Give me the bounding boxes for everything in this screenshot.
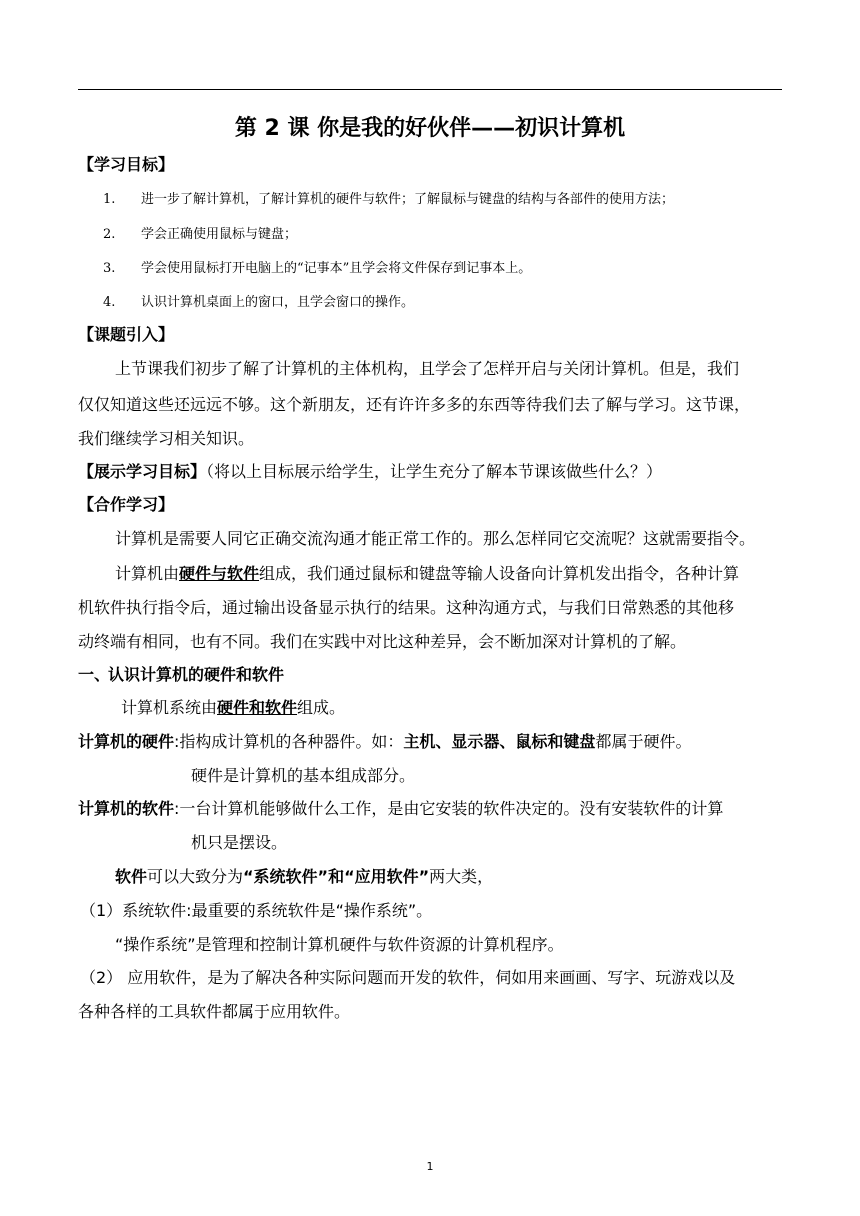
hardware-text: :指构成计算机的各种器件。如： <box>174 732 404 751</box>
system-software-line: （1）系统软件:最重要的系统软件是“操作系统”。 <box>80 901 433 920</box>
categories-text: 可以大致分为 <box>147 867 244 886</box>
objective-text: 学会使用鼠标打开电脑上的“记事本”且学会将文件保存到记事本上。 <box>141 261 532 276</box>
objective-text: 进一步了解计算机，了解计算机的硬件与软件；了解鼠标与键盘的结构与各部件的使用方法； <box>141 192 675 207</box>
os-definition-line: “操作系统”是管理和控制计算机硬件与软件资源的计算机程序。 <box>115 935 564 954</box>
section-objectives-heading: 【学习目标】 <box>78 155 175 174</box>
part-one-title: 认识计算机的硬件和软件 <box>108 665 285 684</box>
categories-emphasis: “系统软件”和“应用软件” <box>243 867 430 886</box>
objective-item <box>103 259 531 279</box>
lesson-title: 第 2 课 你是我的好伙伴——初识计算机 <box>234 116 626 141</box>
section-coop-heading: 【合作学习】 <box>78 495 175 514</box>
objective-item <box>103 225 297 245</box>
software-word: 软件 <box>115 867 148 886</box>
show-goal-label: 【展示学习目标】 <box>78 462 207 481</box>
intro-paragraph-line: 仅仅知道这些还远远不够。这个新朋友，还有许许多多的东西等待我们去了解与学习。这节课， <box>78 395 751 414</box>
header-rule <box>78 89 782 90</box>
hardware-definition-line <box>78 731 691 753</box>
software-definition-line <box>78 798 723 820</box>
application-software-line: （2） 应用软件，是为了解决各种实际问题而开发的软件，伺如用来画画、写字、玩游戏以及 <box>80 968 736 987</box>
hardware-software-emphasis: 硬件与软件 <box>179 564 260 583</box>
page-number: 1 <box>426 1160 434 1173</box>
coop-text: 计算机由 <box>115 564 180 583</box>
objective-number: 2. <box>103 227 116 242</box>
hardware-label: 计算机的硬件 <box>78 732 175 751</box>
hardware-text: 都属于硬件。 <box>595 732 692 751</box>
system-emphasis: 硬件和软件 <box>217 698 298 717</box>
section-intro-heading: 【课题引入】 <box>78 325 175 344</box>
objective-number: 3. <box>103 261 116 276</box>
coop-text: 组成，我们通过鼠标和键盘等输人设备向计算机发出指令，各种计算 <box>259 564 740 583</box>
coop-paragraph-line: 动终端有相同，也有不同。我们在实践中对比这种差异，会不断加深对计算机的了解。 <box>78 632 687 651</box>
system-composition-line <box>121 697 345 719</box>
part-one-heading <box>78 664 284 686</box>
show-goal-text: （将以上目标展示给学生，让学生充分了解本节课该做些什么？） <box>206 462 663 481</box>
system-text: 计算机系统由 <box>121 698 218 717</box>
objective-text: 认识计算机桌面上的窗口，且学会窗口的操作。 <box>141 295 415 310</box>
objective-item <box>103 190 674 210</box>
software-text: :一台计算机能够做什么工作，是由它安装的软件决定的。没有安装软件的计算 <box>174 799 724 818</box>
intro-paragraph-line: 我们继续学习相关知识。 <box>78 429 255 448</box>
categories-text: 两大类， <box>429 867 494 886</box>
objective-item <box>103 293 414 313</box>
system-text: 组成。 <box>297 698 346 717</box>
software-definition-line: 机只是摆设。 <box>191 833 288 852</box>
application-software-line: 各种各样的工具软件都属于应用软件。 <box>78 1002 351 1021</box>
intro-paragraph-line: 上节课我们初步了解了计算机的主体机构，且学会了怎样开启与关闭计算机。但是，我们 <box>115 359 740 378</box>
coop-paragraph-line: 机软件执行指令后，通过输出设备显示执行的结果。这种沟通方式，与我们日常熟悉的其他移 <box>78 598 735 617</box>
show-goal-line <box>78 461 662 483</box>
hardware-definition-line: 硬件是计算机的基本组成部分。 <box>191 766 416 785</box>
coop-paragraph-line <box>115 563 739 585</box>
hardware-examples: 主机、显示器、鼠标和键盘 <box>403 732 596 751</box>
software-label: 计算机的软件 <box>78 799 175 818</box>
coop-paragraph-line: 计算机是需要人同它正确交流沟通才能正常工作的。那么怎样同它交流呢？这就需要指令。 <box>115 529 756 548</box>
part-one-number: 一、 <box>78 665 111 684</box>
objective-number: 4. <box>103 295 116 310</box>
objective-number: 1. <box>103 192 116 207</box>
software-categories-line <box>115 866 493 888</box>
objective-text: 学会正确使用鼠标与键盘； <box>141 227 298 242</box>
